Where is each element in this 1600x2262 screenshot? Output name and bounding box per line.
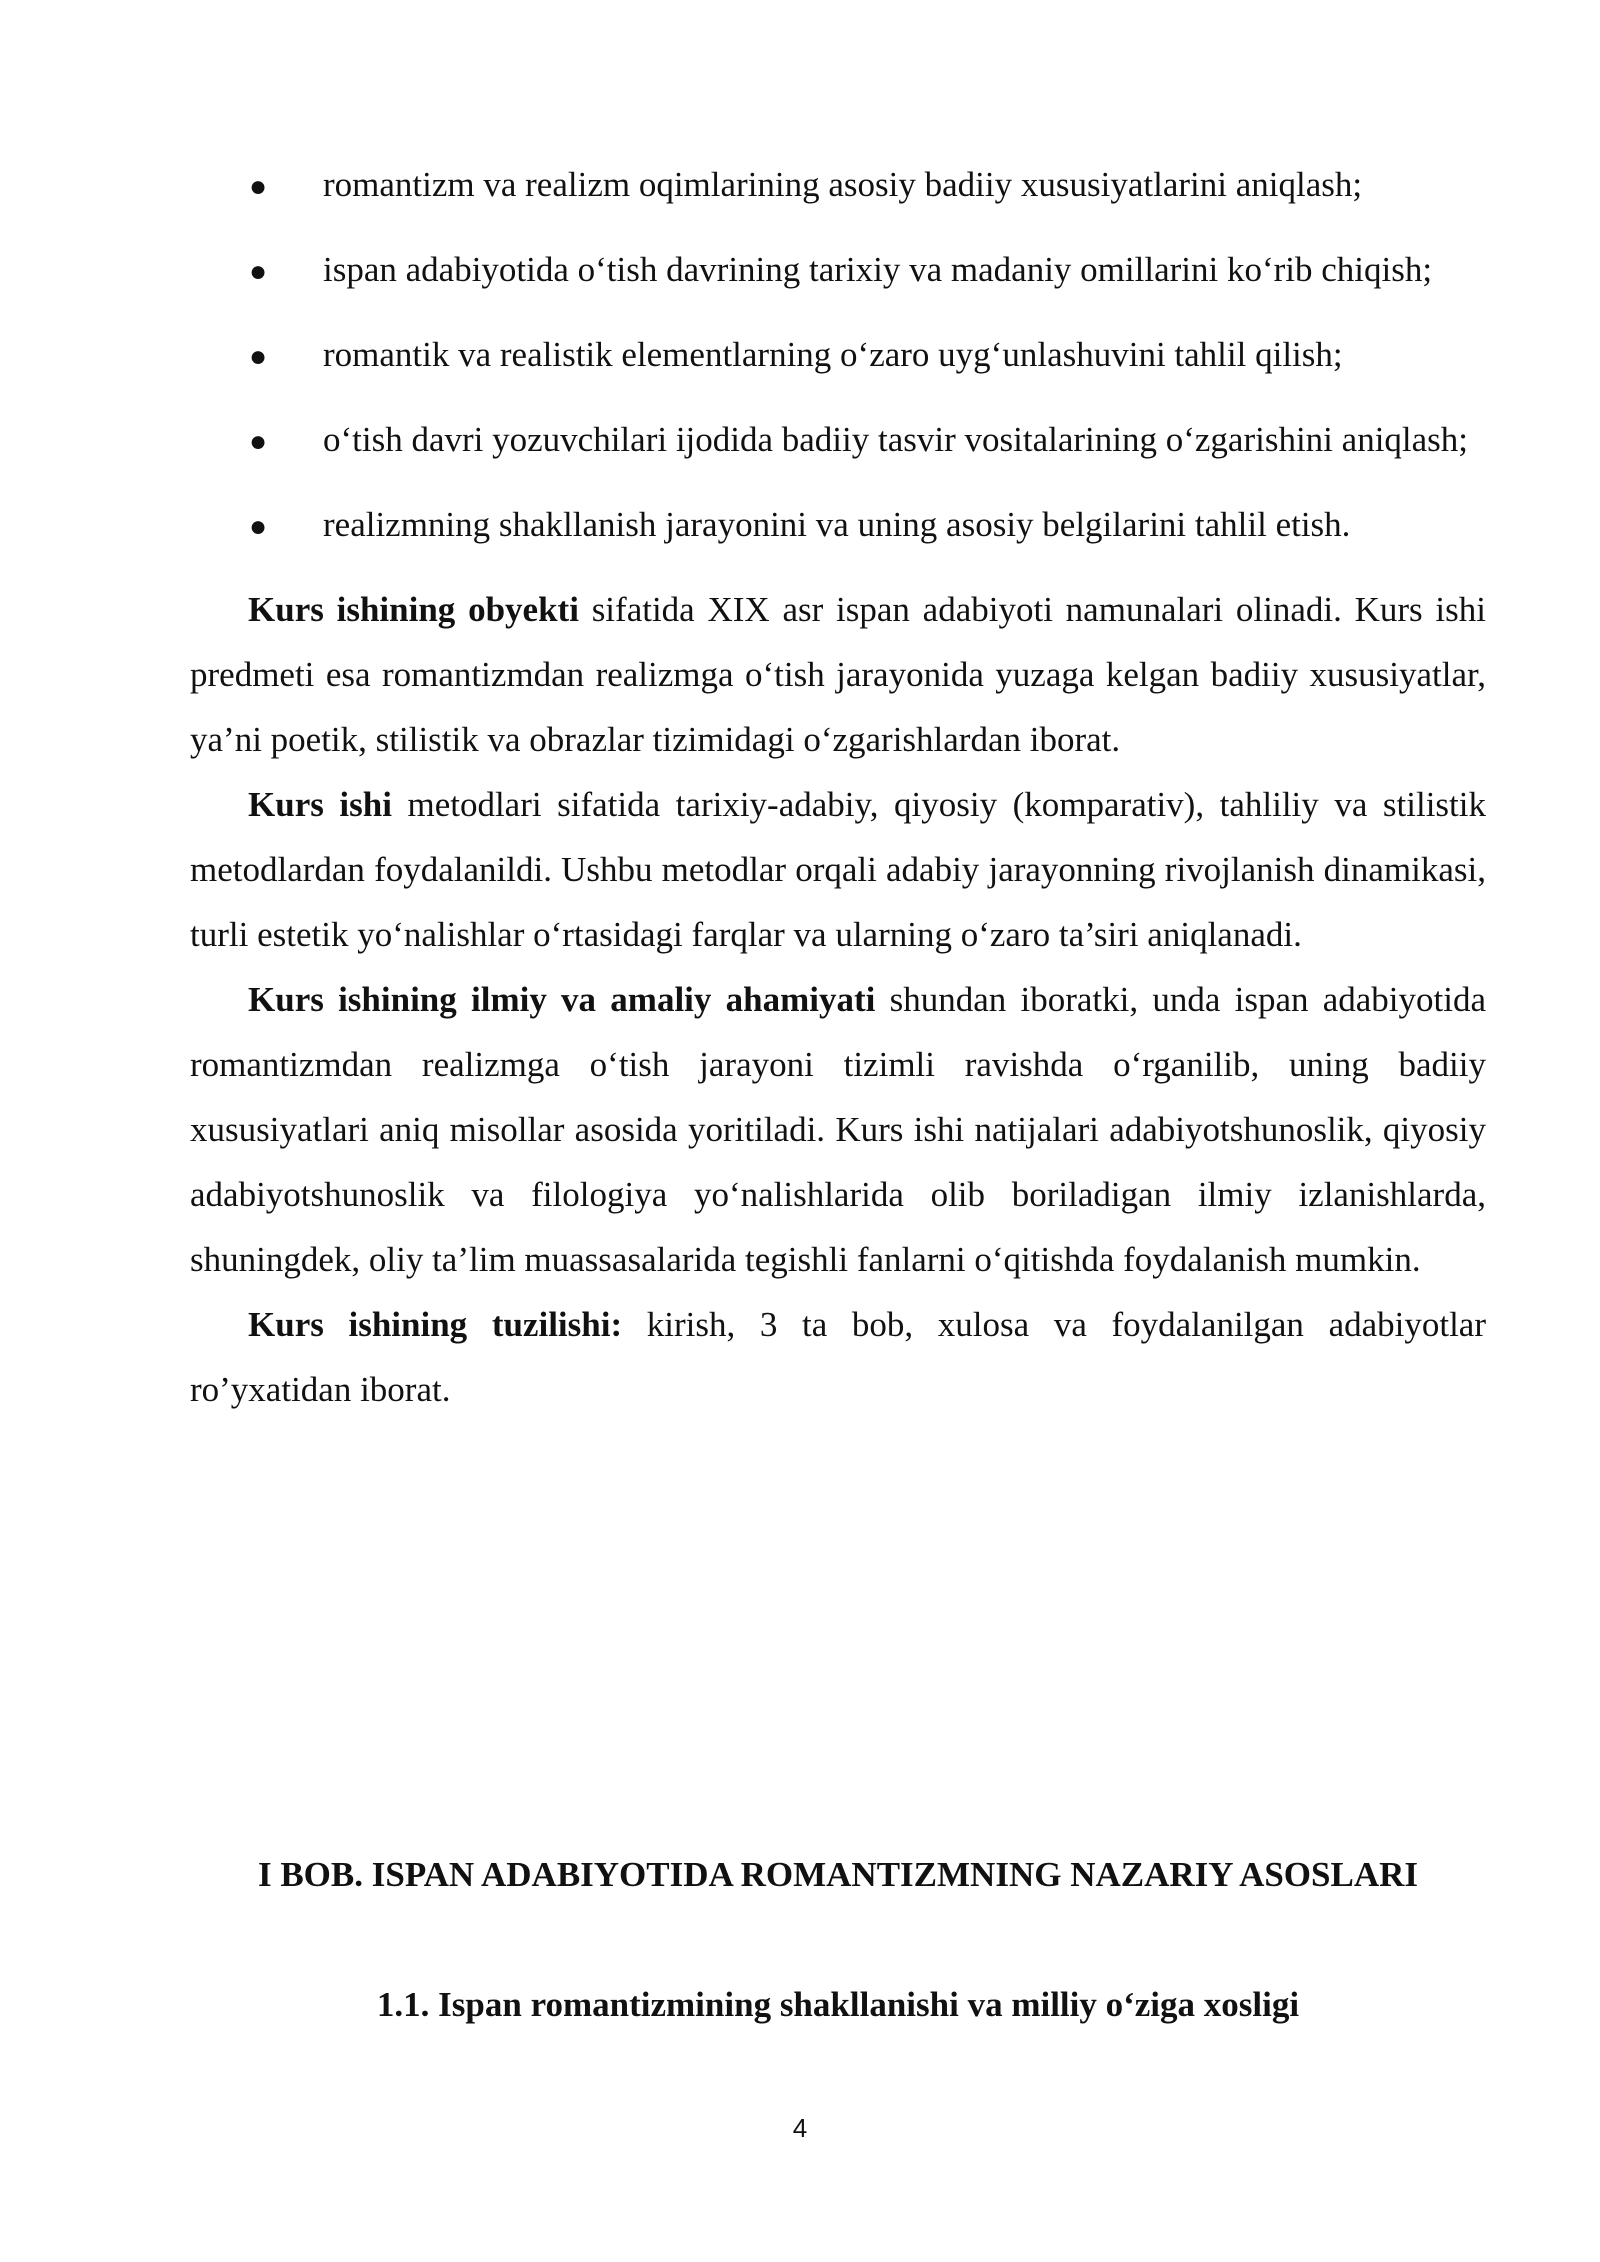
objective-bullet-2 <box>190 237 1486 304</box>
paragraph-bold-lead: Kurs ishining tuzilishi: <box>248 1305 623 1344</box>
paragraph-text: kirish, 3 ta bob, xulosa va foydalanilgan adabiyotlar ro’yxatidan iborat. <box>190 1305 1486 1409</box>
paragraph-bold-lead: Kurs ishining ilmiy va amaliy ahamiyati <box>248 980 876 1019</box>
bullet-text: realizmning shakllanish jarayonini va uning asosiy belgilarini tahlil etish. <box>323 505 1351 544</box>
bullet-dot-icon: ● <box>249 255 268 288</box>
paragraph-text: sifatida XIX asr ispan adabiyoti namunalari olinadi. Kurs ishi predmeti esa romantizmdan realizmga o‘tish jarayonida yuzaga kelgan badiiy xususiyatlar, ya’ni poetik, stilistik va obrazlar tizimidagi o‘zgarishlardan iborat. <box>190 590 1486 759</box>
section-heading: 1.1. Ispan romantizmining shakllanishi va milliy o‘ziga xosligi <box>376 1985 1300 2024</box>
paragraph-methods <box>190 772 1486 967</box>
paragraph-bold-lead: Kurs ishi <box>248 785 392 824</box>
chapter-heading: I BOB. ISPAN ADABIYOTIDA ROMANTIZMNING NAZARIY ASOSLARI <box>257 1855 1419 1894</box>
bullet-text: o‘tish davri yozuvchilari ijodida badiiy tasvir vositalarining o‘zgarishini aniqlash; <box>323 420 1469 459</box>
objective-bullet-1 <box>190 152 1486 219</box>
paragraph-text: metodlari sifatida tarixiy-adabiy, qiyosiy (komparativ), tahliliy va stilistik metodlardan foydalanildi. Ushbu metodlar orqali adabiy jarayonning rivojlanish dinamikasi, turli estetik yo‘nalishlar o‘rtasidagi farqlar va ularning o‘zaro ta’siri aniqlanadi. <box>190 785 1486 954</box>
objective-bullet-3 <box>190 322 1486 389</box>
paragraph-bold-lead: Kurs ishining obyekti <box>248 590 579 629</box>
bullet-text: romantik va realistik elementlarning o‘zaro uyg‘unlashuvini tahlil qilish; <box>323 335 1343 374</box>
bullet-dot-icon: ● <box>249 340 268 373</box>
objective-bullet-4 <box>190 407 1486 474</box>
page-number: 4 <box>792 2113 808 2143</box>
bullet-dot-icon: ● <box>249 425 268 458</box>
bullet-dot-icon: ● <box>249 510 268 543</box>
paragraph-significance <box>190 967 1486 1292</box>
page-content <box>190 152 1486 1422</box>
bullet-dot-icon: ● <box>249 170 268 203</box>
objective-bullet-5 <box>190 492 1486 559</box>
bullet-text: ispan adabiyotida o‘tish davrining tarixiy va madaniy omillarini ko‘rib chiqish; <box>323 250 1433 289</box>
paragraph-structure <box>190 1292 1486 1422</box>
paragraph-text: shundan iboratki, unda ispan adabiyotida romantizmdan realizmga o‘tish jarayoni tizimli ravishda o‘rganilib, uning badiiy xususiyatlari aniq misollar asosida yoritiladi. Kurs ishi natijalari adabiyotshunoslik, qiyosiy adabiyotshunoslik va filologiya yo‘nalishlarida olib boriladigan ilmiy izlanishlarda, shuningdek, oliy ta’lim muassasalarida tegishli fanlarni o‘qitishda foydalanish mumkin. <box>190 980 1486 1279</box>
bullet-text: romantizm va realizm oqimlarining asosiy badiiy xususiyatlarini aniqlash; <box>323 165 1363 204</box>
paragraph-object <box>190 577 1486 772</box>
